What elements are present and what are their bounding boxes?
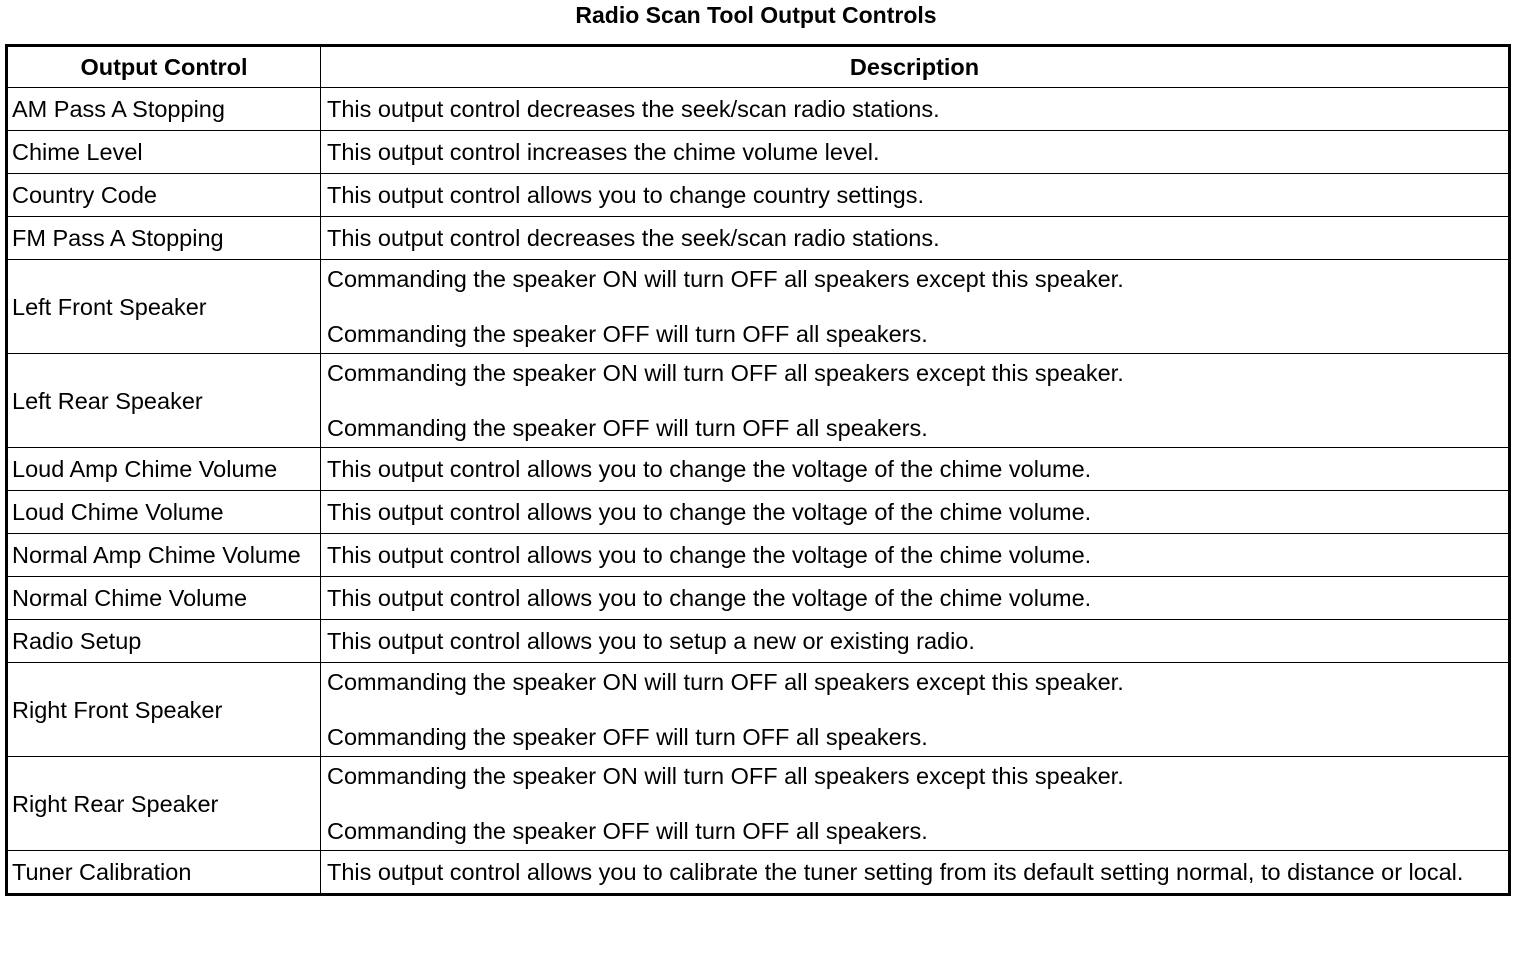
column-header-output-control: Output Control — [7, 46, 321, 88]
output-control-description — [321, 217, 1510, 260]
description-paragraph: This output control allows you to change country settings. — [327, 182, 924, 208]
output-control-description — [321, 174, 1510, 217]
description-paragraph: This output control increases the chime volume level. — [327, 139, 880, 165]
output-control-description — [321, 448, 1510, 491]
description-paragraph: This output control allows you to change the voltage of the chime volume. — [327, 542, 1092, 568]
description-paragraph: This output control allows you to setup a new or existing radio. — [327, 628, 975, 654]
output-control-description — [321, 354, 1510, 448]
output-control-description — [321, 534, 1510, 577]
output-control-name: Loud Amp Chime Volume — [7, 448, 321, 491]
description-paragraph: This output control decreases the seek/scan radio stations. — [327, 96, 940, 122]
output-control-name: Radio Setup — [7, 620, 321, 663]
output-controls-table — [5, 44, 1511, 896]
output-control-description — [321, 620, 1510, 663]
output-control-name: Tuner Calibration — [7, 851, 321, 895]
output-control-name: Normal Chime Volume — [7, 577, 321, 620]
description-paragraph: Commanding the speaker ON will turn OFF all speakers except this speaker. — [327, 763, 1124, 789]
table-row — [7, 851, 1510, 895]
table-title: Radio Scan Tool Output Controls — [575, 2, 937, 28]
output-control-name: Left Front Speaker — [7, 260, 321, 354]
table-row — [7, 174, 1510, 217]
description-paragraph: Commanding the speaker ON will turn OFF all speakers except this speaker. — [327, 669, 1124, 695]
table-row — [7, 448, 1510, 491]
table-row — [7, 577, 1510, 620]
header-row — [7, 46, 1510, 88]
table-row — [7, 663, 1510, 757]
output-control-description — [321, 260, 1510, 354]
output-control-name: Right Front Speaker — [7, 663, 321, 757]
table-row — [7, 620, 1510, 663]
output-control-description — [321, 851, 1510, 895]
output-control-description — [321, 491, 1510, 534]
description-paragraph: This output control decreases the seek/scan radio stations. — [327, 225, 940, 251]
output-control-description — [321, 88, 1510, 131]
table-row — [7, 260, 1510, 354]
table-row — [7, 354, 1510, 448]
output-control-name: AM Pass A Stopping — [7, 88, 321, 131]
output-control-description — [321, 663, 1510, 757]
output-control-description — [321, 577, 1510, 620]
output-control-name: Country Code — [7, 174, 321, 217]
table-row — [7, 757, 1510, 851]
description-paragraph: This output control allows you to change the voltage of the chime volume. — [327, 499, 1092, 525]
output-control-name: Left Rear Speaker — [7, 354, 321, 448]
column-header-description: Description — [321, 46, 1510, 88]
description-paragraph: Commanding the speaker ON will turn OFF all speakers except this speaker. — [327, 360, 1124, 386]
table-row — [7, 217, 1510, 260]
description-paragraph: This output control allows you to change the voltage of the chime volume. — [327, 456, 1092, 482]
table-row — [7, 131, 1510, 174]
description-paragraph: Commanding the speaker OFF will turn OFF all speakers. — [327, 818, 928, 844]
table-row — [7, 491, 1510, 534]
output-control-description — [321, 757, 1510, 851]
output-control-description — [321, 131, 1510, 174]
table-row — [7, 88, 1510, 131]
description-paragraph: Commanding the speaker OFF will turn OFF all speakers. — [327, 321, 928, 347]
output-control-name: Loud Chime Volume — [7, 491, 321, 534]
table-row — [7, 534, 1510, 577]
output-control-name: Chime Level — [7, 131, 321, 174]
description-paragraph: Commanding the speaker OFF will turn OFF all speakers. — [327, 415, 928, 441]
description-paragraph: Commanding the speaker OFF will turn OFF all speakers. — [327, 724, 928, 750]
description-paragraph: This output control allows you to calibrate the tuner setting from its default setting normal, to distance or local. — [327, 859, 1464, 885]
output-control-name: FM Pass A Stopping — [7, 217, 321, 260]
description-paragraph: This output control allows you to change the voltage of the chime volume. — [327, 585, 1092, 611]
output-control-name: Right Rear Speaker — [7, 757, 321, 851]
output-control-name: Normal Amp Chime Volume — [7, 534, 321, 577]
description-paragraph: Commanding the speaker ON will turn OFF all speakers except this speaker. — [327, 266, 1124, 292]
